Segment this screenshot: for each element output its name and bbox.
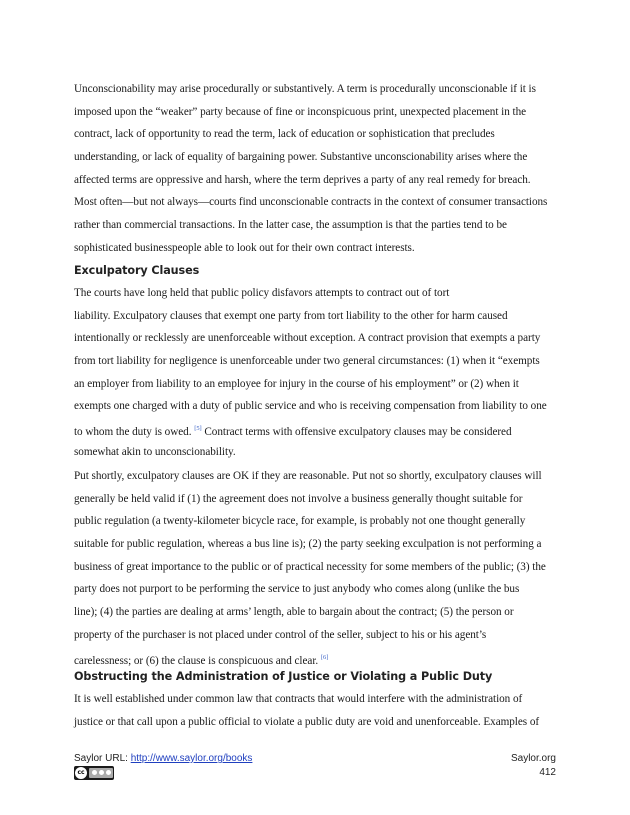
text-line: affected terms are oppressive and harsh, where the term deprives a party of any real remedy for breach. (74, 173, 531, 186)
text-line: understanding, or lack of equality of bargaining power. Substantive unconscionability arises where the (74, 151, 528, 164)
text-line: public regulation (a twenty-kilometer bicycle race, for example, is probably not one thought generally (74, 515, 526, 528)
cc-logo-icon: cc (75, 767, 87, 779)
creative-commons-badge (74, 766, 114, 780)
text-line: property of the purchaser is not placed under control of the seller, subject to his or his agent’s (74, 628, 487, 641)
text-line: line); (4) the parties are dealing at arms’ length, able to bargain about the contract; (5) the person or (74, 606, 514, 619)
paragraph-obstructing (74, 688, 560, 733)
text-line: Put shortly, exculpatory clauses are OK if they are reasonable. Put not so shortly, exculpatory clauses will (74, 470, 542, 482)
paragraph-put-shortly (74, 465, 560, 669)
paragraph-unconscionability (74, 78, 560, 260)
text-line: justice or that call upon a public official to violate a public duty are void and unenforceable. Examples of (74, 715, 540, 728)
heading-obstructing-justice: Obstructing the Administration of Justice or Violating a Public Duty (74, 670, 493, 683)
text-line: from tort liability for negligence is unenforceable under two general circumstances: (1) when it “exempts (74, 355, 540, 368)
text-segment: carelessness; or (6) the clause is conspicuous and clear. (74, 654, 321, 667)
text-line: imposed upon the “weaker” party because of fine or inconspicuous print, unexpected placement in the (74, 105, 527, 118)
footnote-link-6[interactable]: [6] (320, 653, 329, 661)
paragraph-exculpatory (74, 282, 560, 464)
text-line: sophisticated businesspeople able to look out for their own contract interests. (74, 241, 415, 254)
text-line (74, 647, 560, 670)
cc-license-icons (89, 768, 113, 778)
text-line: generally be held valid if (1) the agreement does not involve a business generally thought suitable for (74, 492, 523, 505)
footer-page-number: 412 (539, 767, 556, 778)
text-line: business of great importance to the public or of practical necessity for some members of the public; (3) the (74, 560, 546, 573)
text-line: party does not purport to be performing the service to just anybody who comes along (unlike the bus (74, 583, 520, 596)
text-line: The courts have long held that public policy disfavors attempts to contract out of tort (74, 287, 450, 299)
text-line: Unconscionability may arise procedurally or substantively. A term is procedurally unconscionable if it is (74, 83, 536, 95)
text-line: exempts one charged with a duty of public service and who is receiving compensation from liability to one (74, 400, 547, 413)
text-line (74, 418, 560, 441)
text-line: contract, lack of opportunity to read the term, lack of education or sophistication that precludes (74, 128, 495, 141)
footer-url (74, 753, 252, 764)
text-line: somewhat akin to unconscionability. (74, 445, 236, 458)
text-segment: to whom the duty is owed. (74, 426, 195, 439)
text-line: rather than commercial transactions. In the latter case, the assumption is that the parties tend to be (74, 219, 507, 232)
text-line: Most often—but not always—courts find unconscionable contracts in the context of consumer transactions (74, 196, 548, 209)
text-line: intentionally or recklessly are unenforceable without exception. A contract provision that exempts a party (74, 332, 541, 345)
text-line: an employer from liability to an employee for injury in the course of his employment” or (2) when it (74, 377, 519, 390)
footer-url-link[interactable]: http://www.saylor.org/books (130, 753, 253, 764)
text-line: suitable for public regulation, whereas a bus line is); (2) the party seeking exculpation is not performing a (74, 538, 542, 551)
footnote-link-5[interactable]: [5] (194, 425, 202, 433)
footer-url-label: Saylor URL: (74, 753, 131, 764)
text-line: It is well established under common law that contracts that would interfere with the administration of (74, 693, 523, 705)
footer-site: Saylor.org (510, 753, 556, 764)
text-line: liability. Exculpatory clauses that exempt one party from tort liability to the other for harm caused (74, 309, 508, 322)
text-segment: Contract terms with offensive exculpatory clauses may be considered (201, 426, 512, 439)
heading-exculpatory-clauses: Exculpatory Clauses (74, 264, 200, 277)
